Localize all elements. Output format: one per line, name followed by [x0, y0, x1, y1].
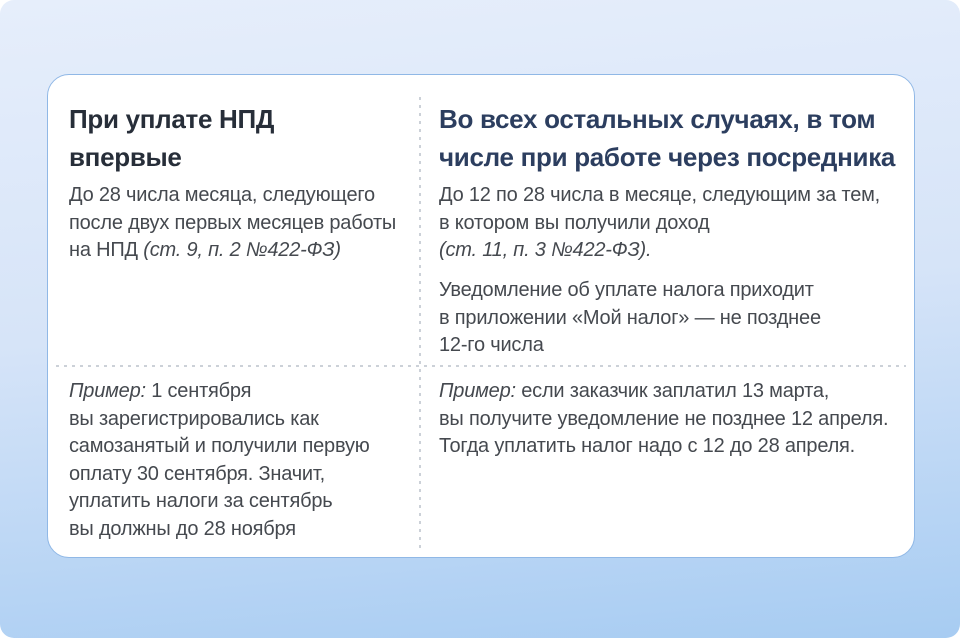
- column-other-cases: [439, 75, 911, 559]
- title-line: Во всех остальных случаях, в том: [439, 104, 876, 134]
- example-other-cases: [439, 378, 888, 461]
- vertical-dashed-divider: [419, 97, 421, 549]
- title-line: числе при работе через посредника: [439, 142, 896, 172]
- example-label: Пример:: [439, 380, 516, 402]
- text-line: оплату 30 сентября. Значит,: [69, 462, 326, 485]
- column-npd-first-time: [69, 75, 419, 559]
- text-line: До 28 числа месяца, следующего: [69, 184, 375, 206]
- text-line: после двух первых месяцев работы: [69, 211, 397, 234]
- text-line: Тогда уплатить налог надо с 12 до 28 апреля.: [439, 435, 856, 457]
- text-line: 12-го числа: [439, 334, 544, 356]
- text-segment: 1 сентября: [151, 380, 252, 402]
- text-line: [439, 237, 880, 265]
- text-line: в приложении «Мой налог» — не позднее: [439, 306, 821, 329]
- text-line: [69, 378, 370, 406]
- text-line: уплатить налоги за сентябрь: [69, 490, 333, 512]
- law-reference: (ст. 9, п. 2 №422-ФЗ): [143, 239, 341, 261]
- text-line: До 12 по 28 числа в месяце, следующим за тем,: [439, 184, 881, 206]
- text-line: [69, 237, 396, 265]
- text-line: [439, 378, 888, 406]
- text-line: самозанятый и получили первую: [69, 435, 370, 457]
- example-first-time: [69, 378, 370, 543]
- title-line: При уплате НПД: [69, 104, 275, 134]
- column-title-first-time: [69, 100, 274, 176]
- text-segment: на НПД: [69, 239, 144, 261]
- tax-payment-deadlines-card: [47, 74, 915, 558]
- text-line: в котором вы получили доход: [439, 211, 710, 234]
- example-label: Пример:: [69, 380, 146, 402]
- text-line: вы должны до 28 ноября: [69, 517, 296, 540]
- text-line: вы зарегистрировались как: [69, 407, 319, 430]
- deadline-description-other-cases: [439, 182, 880, 265]
- title-line: впервые: [69, 142, 182, 172]
- deadline-description-first-time: [69, 182, 396, 265]
- text-segment: если заказчик заплатил 13 марта,: [521, 380, 830, 402]
- law-reference: (ст. 11, п. 3 №422-ФЗ).: [439, 239, 652, 261]
- text-line: вы получите уведомление не позднее 12 апреля.: [439, 407, 889, 430]
- notification-note: [439, 277, 821, 360]
- text-line: Уведомление об уплате налога приходит: [439, 279, 814, 301]
- column-title-other-cases: [439, 100, 895, 176]
